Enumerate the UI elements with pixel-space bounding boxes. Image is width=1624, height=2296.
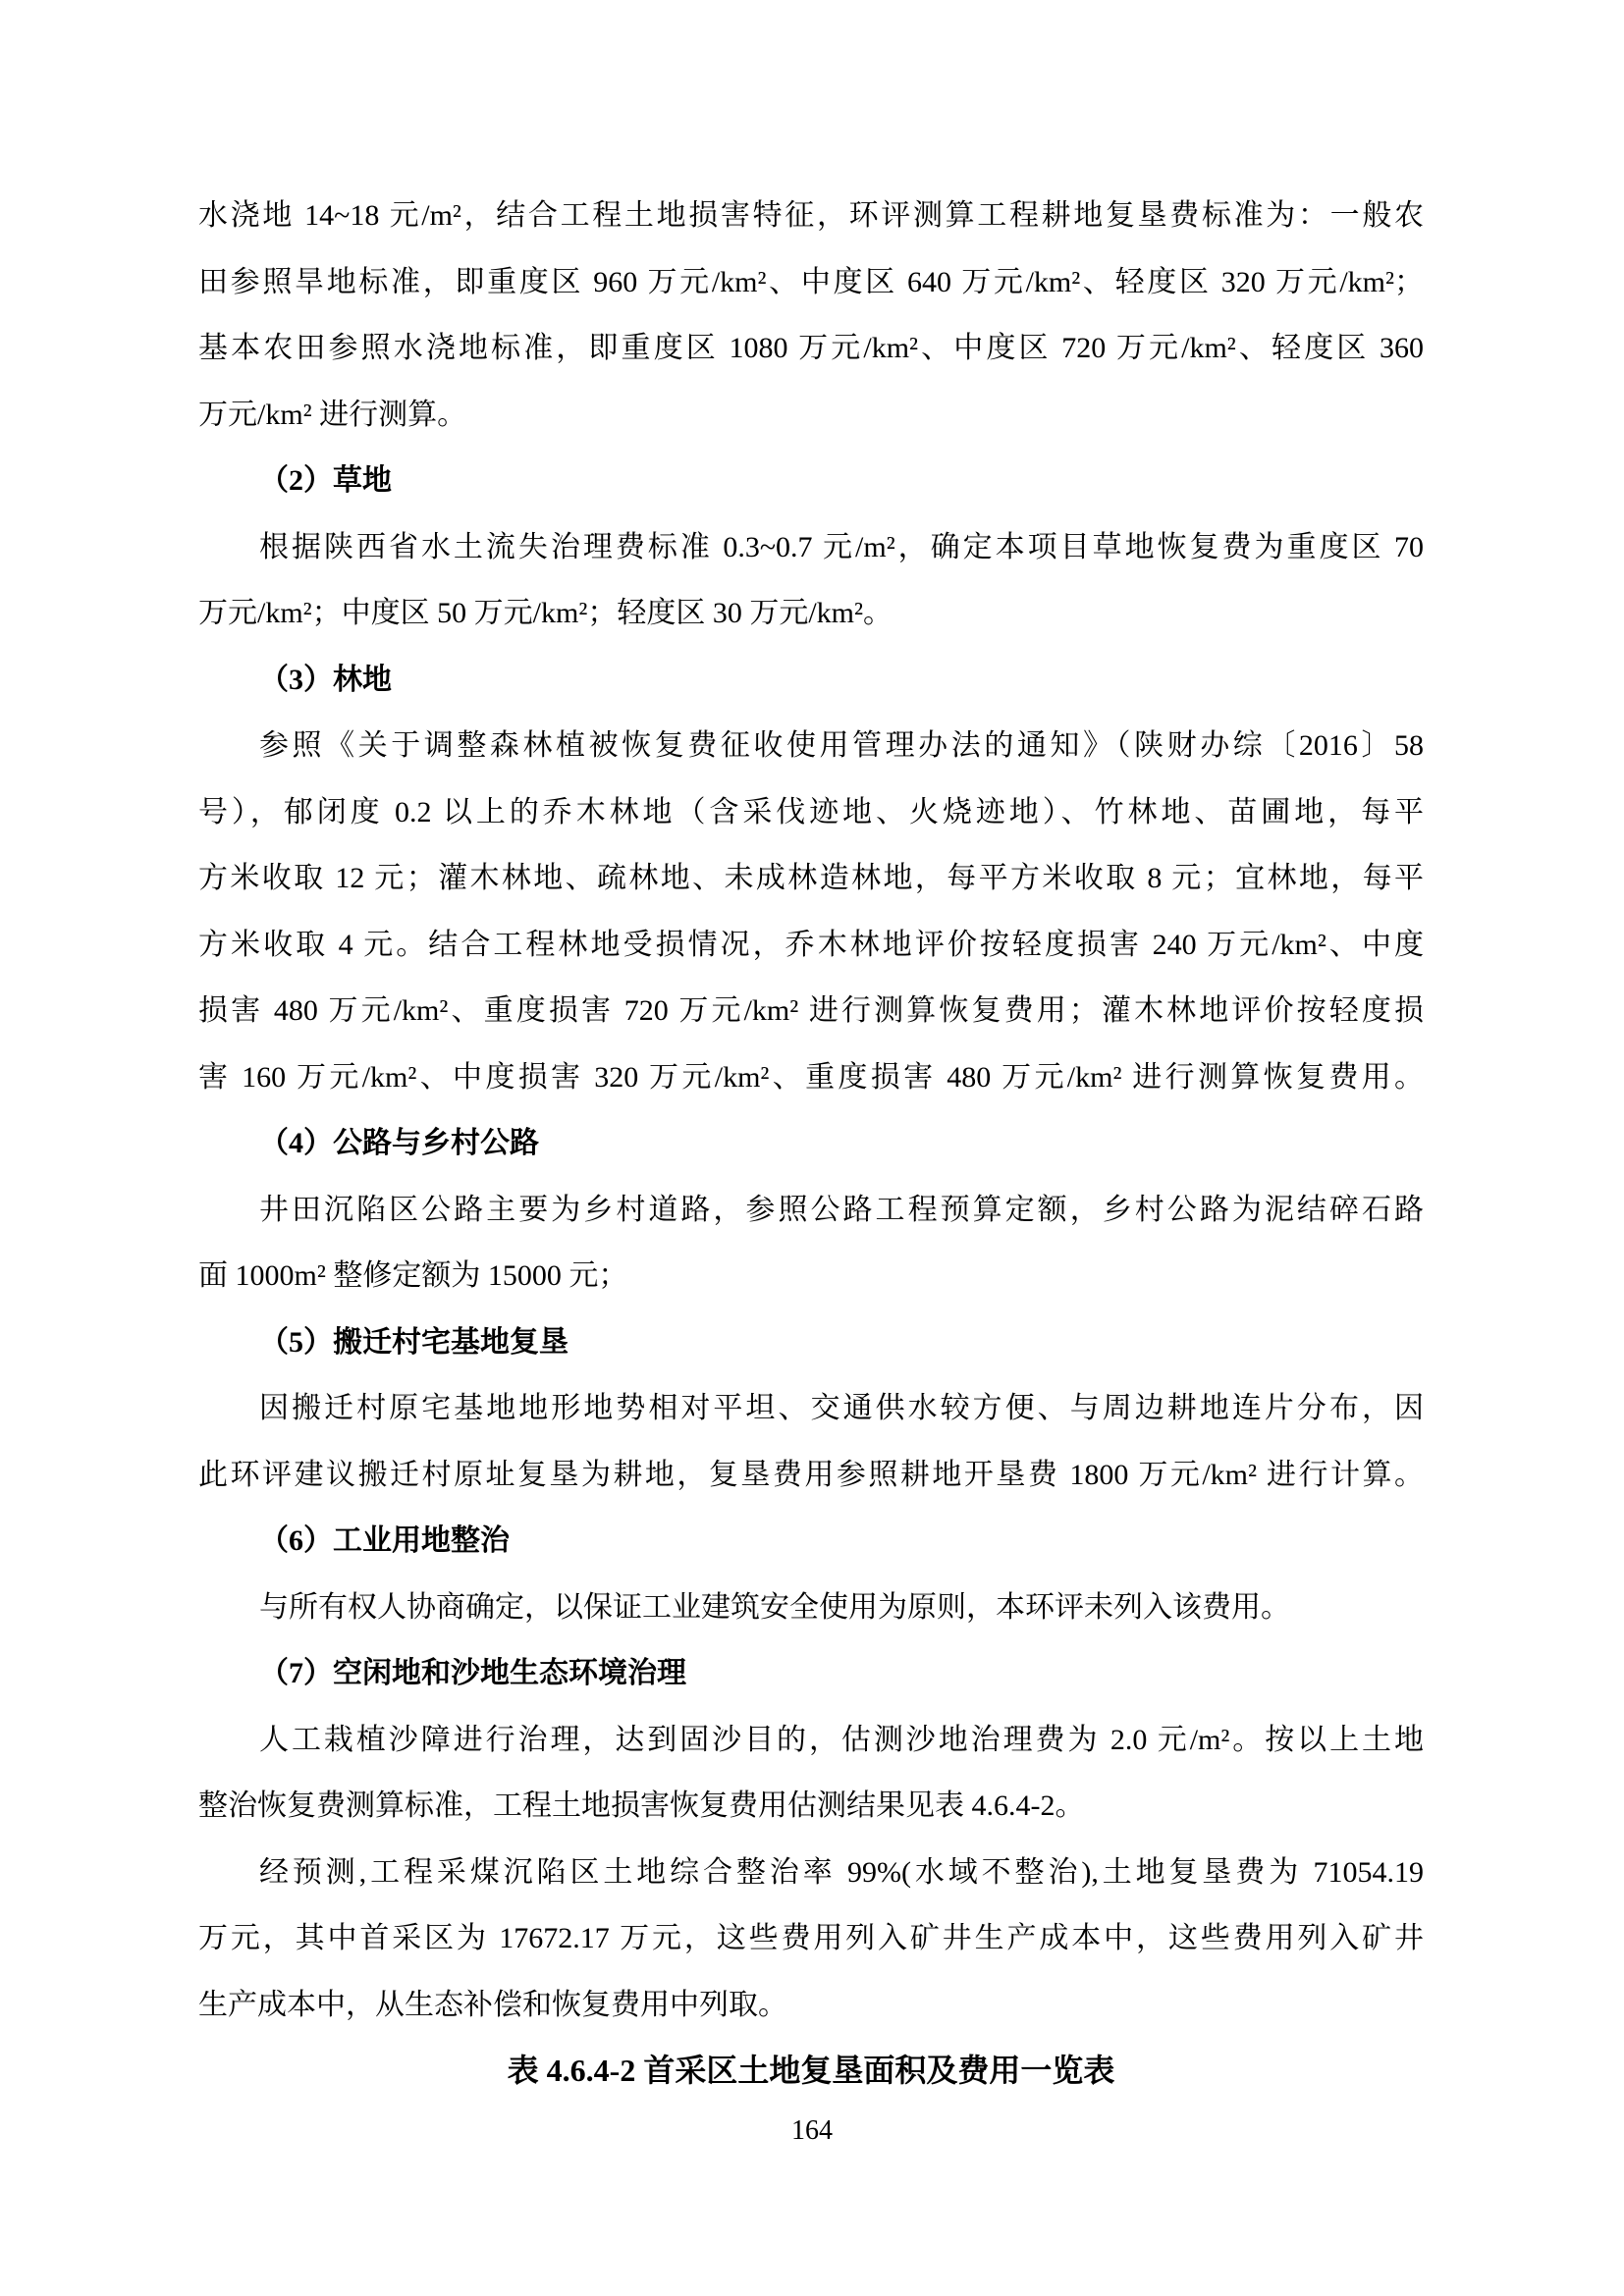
text-line: 害 160 万元/km²、中度损害 320 万元/km²、重度损害 480 万元/km² 进行测算恢复费用。 (198, 1060, 1424, 1094)
text-line: 与所有权人协商确定，以保证工业建筑安全使用为原则，本环评未列入该费用。 (259, 1590, 1290, 1624)
text-line: 田参照旱地标准，即重度区 960 万元/km²、中度区 640 万元/km²、轻度区 320 万元/km²； (198, 265, 1424, 298)
text-line: 参照《关于调整森林植被恢复费征收使用管理办法的通知》（陕财办综〔2016〕58 (259, 729, 1424, 762)
text-line: 万元/km²；中度区 50 万元/km²；轻度区 30 万元/km²。 (198, 597, 893, 629)
text-line: 井田沉陷区公路主要为乡村道路，参照公路工程预算定额，乡村公路为泥结碎石路 (259, 1193, 1424, 1226)
text-line: 万元/km² 进行测算。 (198, 398, 467, 431)
para-village-reclamation (198, 1375, 1424, 1508)
para-total-cost (198, 1840, 1424, 2039)
para-sand-treatment (198, 1707, 1424, 1840)
heading-idle-sand-land: （7）空闲地和沙地生态环境治理 (259, 1657, 686, 1689)
text-line: 号），郁闭度 0.2 以上的乔木林地（含采伐迹地、火烧迹地）、竹林地、苗圃地，每平 (198, 795, 1424, 828)
heading-grassland: （2）草地 (259, 464, 392, 497)
text-line: 基本农田参照水浇地标准，即重度区 1080 万元/km²、中度区 720 万元/km²、轻度区 360 (198, 332, 1424, 364)
heading-forest: （3）林地 (259, 663, 392, 696)
heading-roads: （4）公路与乡村公路 (259, 1127, 539, 1159)
para-forest-fee (198, 713, 1424, 1110)
table-caption: 表 4.6.4-2 首采区土地复垦面积及费用一览表 (507, 2053, 1115, 2088)
text-line: 方米收取 12 元；灌木林地、疏林地、未成林造林地，每平方米收取 8 元；宜林地，每平 (198, 862, 1424, 894)
text-line: 水浇地 14~18 元/m²，结合工程土地损害特征，环评测算工程耕地复垦费标准为：一般农 (198, 199, 1424, 232)
text-line: 因搬迁村原宅基地地形地势相对平坦、交通供水较方便、与周边耕地连片分布，因 (259, 1392, 1424, 1424)
text-line: 经预测,工程采煤沉陷区土地综合整治率 99%(水域不整治),土地复垦费为 71054.19 (259, 1855, 1424, 1889)
heading-village-reclamation: （5）搬迁村宅基地复垦 (259, 1325, 568, 1359)
text-line: 整治恢复费测算标准，工程土地损害恢复费用估测结果见表 4.6.4-2。 (198, 1789, 1085, 1822)
para-roads-fee (198, 1177, 1424, 1309)
text-line: 生产成本中，从生态补偿和恢复费用中列取。 (198, 1988, 787, 2021)
text-line: 万元，其中首采区为 17672.17 万元，这些费用列入矿井生产成本中，这些费用列入矿井 (198, 1922, 1424, 1954)
text-line: 损害 480 万元/km²、重度损害 720 万元/km² 进行测算恢复费用；灌木林地评价按轻度损 (198, 994, 1424, 1027)
para-grassland-fee (198, 514, 1424, 647)
text-line: 根据陕西省水土流失治理费标准 0.3~0.7 元/m²，确定本项目草地恢复费为重度区 70 (259, 530, 1424, 563)
para-industrial-land (198, 1575, 1424, 1641)
text-line: 方米收取 4 元。结合工程林地受损情况，乔木林地评价按轻度损害 240 万元/km²、中度 (198, 928, 1424, 961)
text-line: 此环评建议搬迁村原址复垦为耕地，复垦费用参照耕地开垦费 1800 万元/km² 进行计算。 (198, 1458, 1424, 1491)
text-line: 面 1000m² 整修定额为 15000 元； (198, 1259, 628, 1292)
text-line: 人工栽植沙障进行治理，达到固沙目的，估测沙地治理费为 2.0 元/m²。按以上土地 (259, 1723, 1424, 1756)
page-number: 164 (791, 2115, 833, 2146)
page-body-text (198, 183, 1424, 2105)
para-cropland-standards (198, 183, 1424, 448)
heading-industrial-land: （6）工业用地整治 (259, 1524, 510, 1557)
